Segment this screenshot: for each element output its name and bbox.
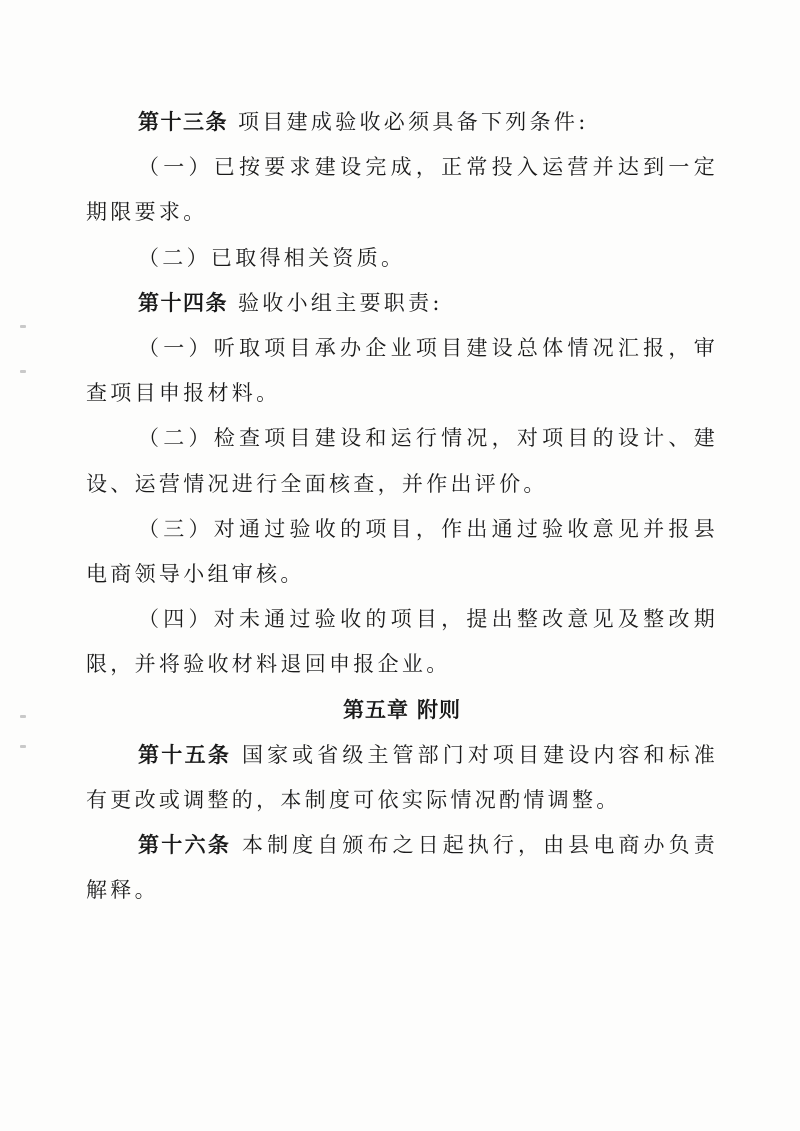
scan-mark [20,370,26,373]
article-text: 本制度自颁布之日起执行，由县电商办负责解释。 [86,833,719,903]
article-number: 第十三条 [138,110,228,134]
article-14-item-2: （二）检查项目建设和运行情况，对项目的设计、建设、运营情况进行全面核查，并作出评价。 [86,426,718,496]
chapter-title: 附则 [417,697,461,722]
article-number: 第十六条 [138,833,232,858]
article-14 [86,281,718,326]
article-14-item-4: （四）对未通过验收的项目，提出整改意见及整改期限，并将验收材料退回申报企业。 [86,607,718,677]
article-text: 项目建成验收必须具备下列条件: [238,110,589,134]
article-text: 国家或省级主管部门对项目建设内容和标准有更改或调整的，本制度可依实际情况酌情调整。 [86,742,719,813]
document-body [86,100,718,914]
scan-mark [20,745,26,748]
article-14-item-1: （一）听取项目承办企业项目建设总体情况汇报，审查项目申报材料。 [86,336,718,406]
scan-mark [20,715,26,718]
article-text: 验收小组主要职责: [238,290,443,315]
chapter-number: 第五章 [343,697,409,722]
article-number: 第十五条 [138,742,232,767]
article-16 [86,823,718,913]
article-13-item-1: （一）已按要求建设完成，正常投入运营并达到一定期限要求。 [86,155,718,225]
article-13 [86,100,718,145]
scan-mark [20,325,26,328]
article-15 [86,733,718,823]
chapter-heading [86,688,718,733]
article-14-item-3: （三）对通过验收的项目，作出通过验收意见并报县电商领导小组审核。 [86,516,718,587]
article-13-item-2: （二）已取得相关资质。 [138,245,406,270]
article-number: 第十四条 [138,290,228,315]
